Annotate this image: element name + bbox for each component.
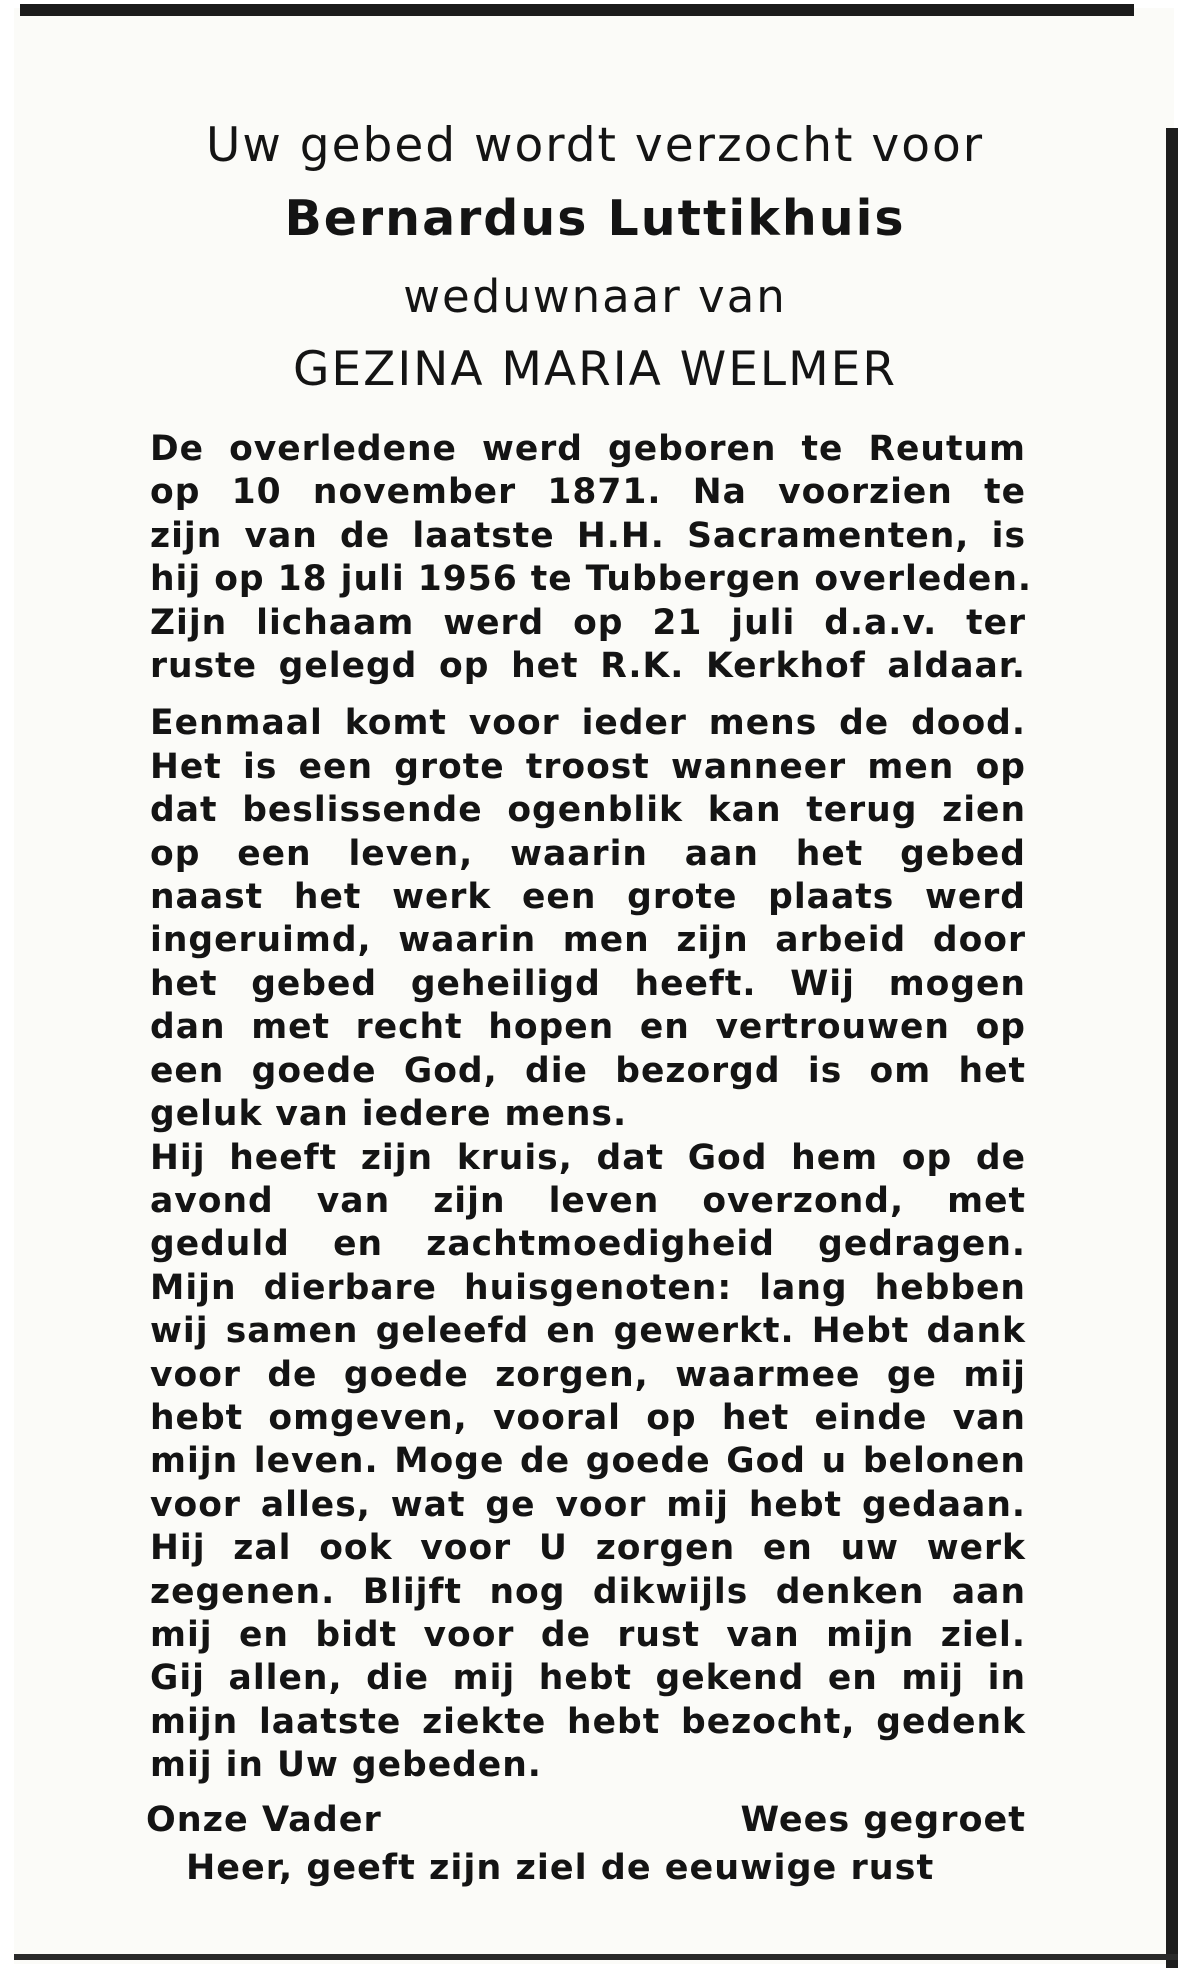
biography-line: De overledene werd geboren te Reutum [150,429,1026,469]
biography-paragraph [150,428,1033,688]
reflection-line: het gebed geheiligd heeft. Wij mogen [150,963,1026,1004]
farewell-line: voor de goede zorgen, waarmee ge mij [150,1354,1026,1395]
reflection-line: geluk van iedere mens. [150,1094,628,1135]
farewell-line: mij en bidt voor de rust van mijn ziel. [150,1614,1026,1655]
farewell-paragraph [150,1137,1026,1788]
reflection-line: naast het werk een grote plaats werd [150,877,1026,918]
farewell-line: hebt omgeven, vooral op het einde van [150,1397,1026,1438]
reflection-line: ingeruimd, waarin men zijn arbeid door [150,920,1026,961]
farewell-line: mij in Uw gebeden. [150,1745,542,1786]
farewell-line: zegenen. Blijft nog dikwijls denken aan [150,1571,1026,1612]
biography-line: ruste gelegd op het R.K. Kerkhof aldaar. [150,646,1026,687]
card-top-edge [20,4,1134,16]
deceased-name: Bernardus Luttikhuis [284,190,906,247]
farewell-line: mijn laatste ziekte hebt bezocht, gedenk [150,1701,1026,1742]
reflection-line: op een leven, waarin aan het gebed [150,833,1026,874]
reflection-line: dan met recht hopen en vertrouwen op [150,1007,1026,1048]
farewell-line: mijn leven. Moge de goede God u belonen [150,1441,1026,1482]
prayer-our-father: Onze Vader [146,1800,382,1840]
card-bottom-edge [14,1954,1178,1960]
reflection-line: een goede God, die bezorgd is om het [150,1050,1026,1091]
memorial-text [150,428,1033,1788]
card-right-edge [1166,128,1178,1968]
reflection-line: Eenmaal komt voor ieder mens de dood. [150,703,1026,744]
farewell-line: avond van zijn leven overzond, met [150,1180,1026,1221]
farewell-line: voor alles, wat ge voor mij hebt gedaan. [150,1484,1026,1525]
biography-line: op 10 november 1871. Na voorzien te [150,472,1026,513]
farewell-line: Gij allen, die mij hebt gekend en mij in [150,1658,1026,1699]
spouse-name: GEZINA MARIA WELMER [293,342,897,397]
closing-prayer: Heer, geeft zijn ziel de eeuwige rust [186,1848,935,1888]
biography-line: zijn van de laatste H.H. Sacramenten, is [150,515,1026,556]
reflection-line: Het is een grote troost wanneer men op [150,746,1026,787]
farewell-line: Mijn dierbare huisgenoten: lang hebben [150,1267,1026,1308]
relation-label: weduwnaar van [403,270,787,323]
farewell-line: Hij heeft zijn kruis, dat God hem op de [150,1137,1026,1178]
biography-line: Zijn lichaam werd op 21 juli d.a.v. ter [150,602,1026,643]
prayer-hail-mary: Wees gegroet [740,1800,1026,1840]
farewell-line: wij samen geleefd en gewerkt. Hebt dank [150,1311,1026,1352]
reflection-paragraph [150,702,1026,1136]
prayer-request-heading: Uw gebed wordt verzocht voor [205,118,985,173]
farewell-line: Hij zal ook voor U zorgen en uw werk [150,1528,1026,1569]
reflection-line: dat beslissende ogenblik kan terug zien [150,790,1026,831]
biography-line: hij op 18 juli 1956 te Tubbergen overleden. [150,559,1033,600]
farewell-line: geduld en zachtmoedigheid gedragen. [150,1224,1026,1265]
